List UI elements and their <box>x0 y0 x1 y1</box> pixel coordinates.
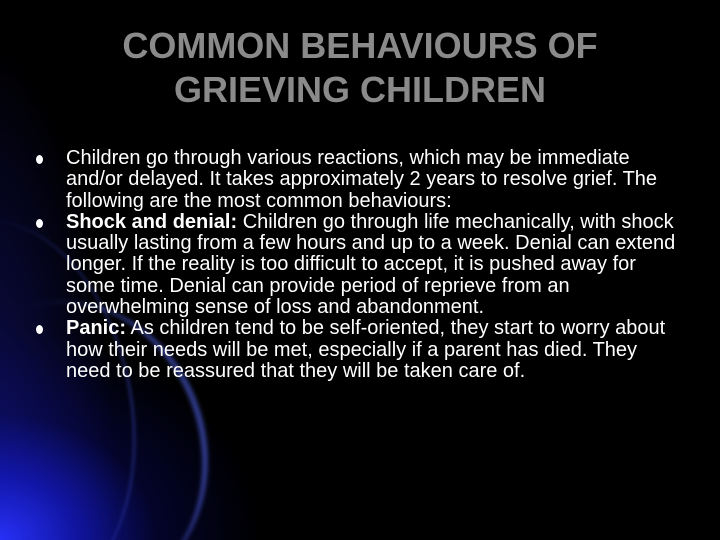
bullet-label: Panic: <box>66 317 127 340</box>
bullet-item <box>36 212 676 318</box>
bullet-dot-icon <box>36 325 43 334</box>
bullet-item <box>36 148 676 212</box>
bullet-dot-icon <box>36 219 43 228</box>
bullet-text: Children go through various reactions, which may be immediate and/or delayed. It takes approximately 2 years to resolve grief. The following are the most common behaviours: <box>66 147 658 212</box>
bullet-dot-icon <box>36 155 43 164</box>
bullet-item <box>36 318 676 382</box>
bullet-label: Shock and denial: <box>66 210 238 233</box>
bullet-text: Children go through life mechanically, with shock usually lasting from a few hours and up to a week. Denial can extend longer. If the reality is too difficult to accept, it is pushed away for some time. Denial can provide period of reprieve from an overwhelming sense of loss and abandonment. <box>66 210 676 319</box>
bullet-list <box>36 148 676 382</box>
slide-title: COMMON BEHAVIOURS OF GRIEVING CHILDREN <box>122 25 598 110</box>
bullet-text: As children tend to be self-oriented, they start to worry about how their needs will be met, especially if a parent has died. They need to be reassured that they will be taken care of. <box>66 317 666 382</box>
